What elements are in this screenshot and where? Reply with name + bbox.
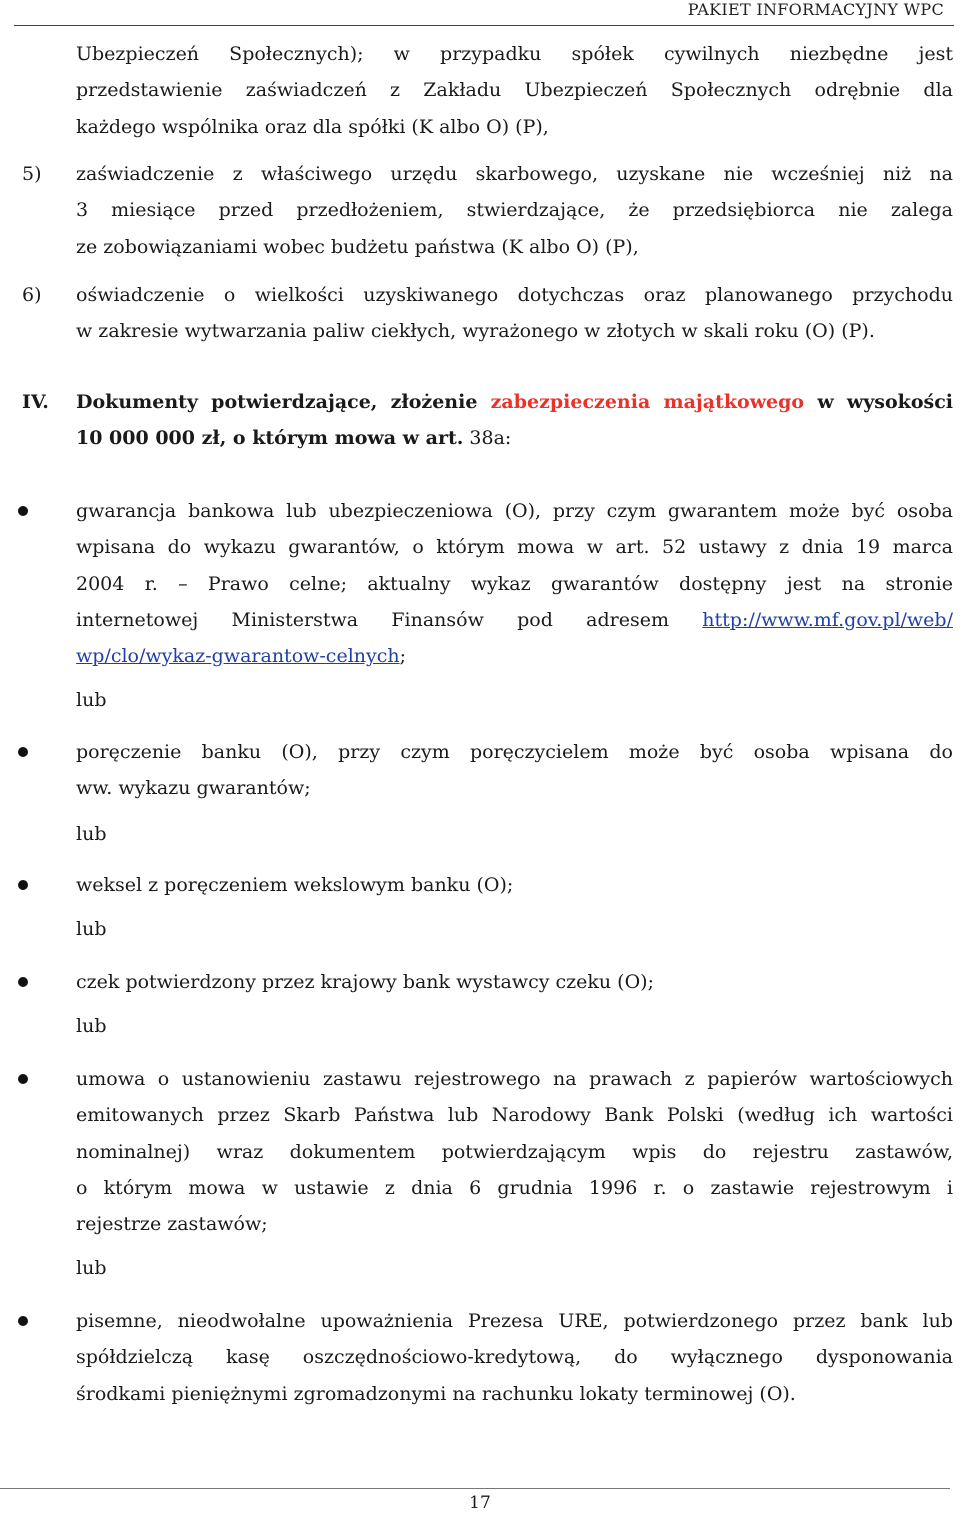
text-line: gwarancja bankowa lub ubezpieczeniowa (O), przy czym gwarantem może być osoba <box>76 500 953 522</box>
item-number-5: 5) <box>22 163 42 185</box>
text-fragment: internetowej Ministerstwa Finansów pod adresem <box>76 608 703 631</box>
mf-link-part1[interactable]: http://www.mf.gov.pl/web/ <box>702 608 953 631</box>
text-fragment: ; <box>399 645 407 668</box>
section-number-iv: IV. <box>22 391 49 413</box>
text-line: wpisana do wykazu gwarantów, o którym mowa w art. 52 ustawy z dnia 19 marca <box>76 536 953 559</box>
heading-text: Dokumenty potwierdzające, złożenie <box>76 391 491 413</box>
heading-line <box>76 384 953 420</box>
text-line <box>76 638 953 674</box>
intro-paragraph <box>76 36 953 145</box>
text-line: czek potwierdzony przez krajowy bank wystawcy czeku (O); <box>76 971 654 993</box>
text-line: 3 miesiące przed przedłożeniem, stwierdzające, że przedsiębiorca nie zalega <box>76 199 953 222</box>
section-iv-heading <box>76 384 953 456</box>
header-divider <box>14 25 954 26</box>
text-line: każdego wspólnika oraz dla spółki (K albo O) (P), <box>76 115 549 138</box>
text-line: zaświadczenie z właściwego urzędu skarbowego, uzyskane nie wcześniej niż na <box>76 163 953 185</box>
item-number-6: 6) <box>22 284 42 306</box>
text-line: umowa o ustanowieniu zastawu rejestrowego na prawach z papierów wartościowych <box>76 1068 953 1090</box>
text-line: nominalnej) wraz dokumentem potwierdzającym wpis do rejestru zastawów, <box>76 1140 953 1163</box>
item-5-text <box>76 156 953 265</box>
text-line: 2004 r. – Prawo celne; aktualny wykaz gwarantów dostępny jest na stronie <box>76 572 953 595</box>
running-header: PAKIET INFORMACYJNY WPC <box>687 0 944 19</box>
bullet-icon <box>18 506 28 516</box>
text-line: weksel z poręczeniem wekslowym banku (O); <box>76 874 514 896</box>
heading-text: 10 000 000 zł, o którym mowa w art. <box>76 427 464 449</box>
lub-separator: lub <box>76 1257 107 1279</box>
text-line: środkami pieniężnymi zgromadzonymi na rachunku lokaty terminowej (O). <box>76 1382 796 1405</box>
lub-separator: lub <box>76 1015 107 1037</box>
text-line <box>76 602 953 638</box>
page-number: 17 <box>469 1493 491 1513</box>
bullet-icon <box>18 880 28 890</box>
text-line: poręczenie banku (O), przy czym poręczycielem może być osoba wpisana do <box>76 741 953 763</box>
text-line: o którym mowa w ustawie z dnia 6 grudnia 1996 r. o zastawie rejestrowym i <box>76 1176 953 1199</box>
bullet-icon <box>18 977 28 987</box>
lub-separator: lub <box>76 918 107 940</box>
bullet-4-text <box>76 964 953 1000</box>
text-line: rejestrze zastawów; <box>76 1213 268 1236</box>
bullet-1-text <box>76 493 953 674</box>
mf-link-part2[interactable]: wp/clo/wykaz-gwarantow-celnych <box>76 645 400 668</box>
bullet-icon <box>18 1074 28 1084</box>
text-line: ww. wykazu gwarantów; <box>76 777 311 800</box>
text-line: emitowanych przez Skarb Państwa lub Narodowy Bank Polski (według ich wartości <box>76 1104 953 1127</box>
footer-divider <box>0 1488 950 1489</box>
heading-text: 38a: <box>463 427 512 449</box>
text-line: przedstawienie zaświadczeń z Zakładu Ubezpieczeń Społecznych odrębnie dla <box>76 79 953 102</box>
heading-text: w wysokości <box>804 391 953 413</box>
lub-separator: lub <box>76 823 107 845</box>
item-6-text <box>76 277 953 350</box>
text-line: pisemne, nieodwołalne upoważnienia Prezesa URE, potwierdzonego przez bank lub <box>76 1310 953 1332</box>
text-line: Ubezpieczeń Społecznych); w przypadku spółek cywilnych niezbędne jest <box>76 43 953 65</box>
bullet-icon <box>18 747 28 757</box>
heading-highlight: zabezpieczenia majątkowego <box>490 391 805 413</box>
bullet-6-text <box>76 1303 953 1412</box>
text-line: ze zobowiązaniami wobec budżetu państwa (K albo O) (P), <box>76 235 639 258</box>
text-line: oświadczenie o wielkości uzyskiwanego dotychczas oraz planowanego przychodu <box>76 284 953 306</box>
text-line: w zakresie wytwarzania paliw ciekłych, wyrażonego w złotych w skali roku (O) (P). <box>76 320 875 343</box>
heading-line <box>76 420 953 456</box>
text-line: spółdzielczą kasę oszczędnościowo-kredytową, do wyłącznego dysponowania <box>76 1346 953 1369</box>
bullet-3-text <box>76 867 953 903</box>
bullet-5-text <box>76 1061 953 1242</box>
bullet-icon <box>18 1316 28 1326</box>
bullet-2-text <box>76 734 953 807</box>
lub-separator: lub <box>76 689 107 711</box>
